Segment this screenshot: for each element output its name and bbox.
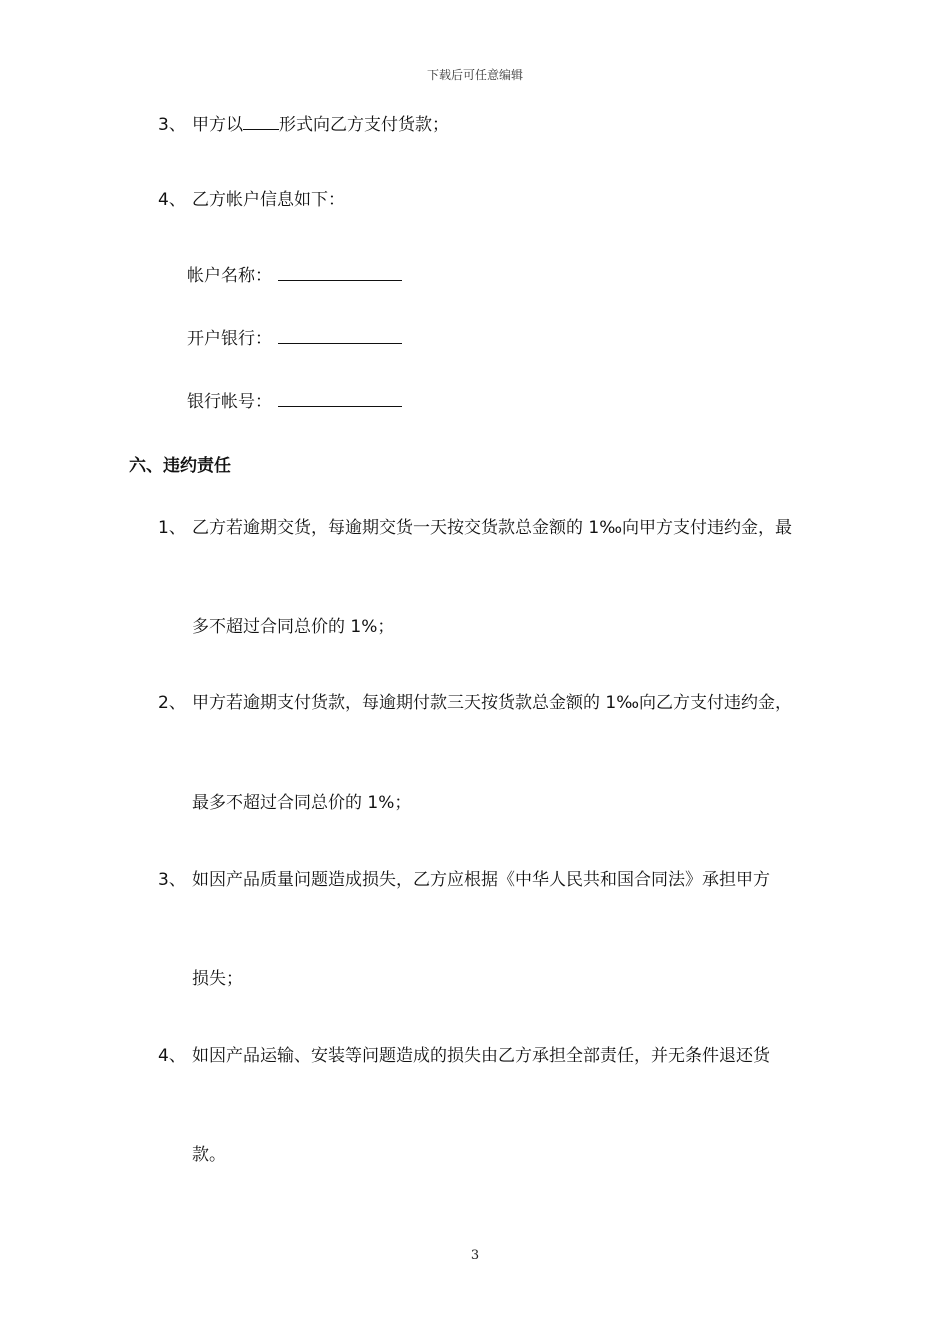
breach-item-3-line-2: 损失； [192,969,243,989]
item-number: 3、 [158,870,186,890]
account-number-label: 银行帐号： [187,392,272,412]
item-text-before: 甲方以 [192,115,243,135]
payment-item-3 [158,114,449,136]
breach-item-3-line-1 [158,869,770,891]
breach-item-2-line-1 [158,692,792,714]
item-text: 乙方帐户信息如下： [192,190,345,210]
item-text-after: 形式向乙方支付货款； [279,115,449,135]
item-number: 3、 [158,115,186,135]
breach-item-4-line-1 [158,1045,770,1067]
account-number-row [187,391,402,413]
item-text: 如因产品质量问题造成损失，乙方应根据《中华人民共和国合同法》承担甲方 [192,870,770,890]
item-number: 4、 [158,190,186,210]
breach-item-1-line-1 [158,517,792,539]
item-text: 如因产品运输、安装等问题造成的损失由乙方承担全部责任，并无条件退还货 [192,1046,770,1066]
account-number-blank[interactable] [278,391,402,407]
bank-name-blank[interactable] [278,328,402,344]
bank-name-label: 开户银行： [187,329,272,349]
bank-name-row [187,328,402,350]
payment-item-4 [158,189,345,211]
account-name-row [187,265,402,287]
item-text: 乙方若逾期交货，每逾期交货一天按交货款总金额的 1‰向甲方支付违约金，最 [192,518,793,538]
account-name-blank[interactable] [278,265,402,281]
breach-item-4-line-2: 款。 [192,1145,226,1165]
item-number: 2、 [158,693,186,713]
page-number: 3 [470,1248,480,1263]
item-number: 1、 [158,518,186,538]
section-6-heading: 六、违约责任 [129,456,231,476]
header-note: 下载后可任意编辑 [426,68,523,82]
breach-item-1-line-2: 多不超过合同总价的 1%； [192,617,395,637]
payment-form-blank[interactable] [243,115,279,130]
breach-item-2-line-2: 最多不超过合同总价的 1%； [192,793,412,813]
account-name-label: 帐户名称： [187,266,272,286]
item-number: 4、 [158,1046,186,1066]
item-text: 甲方若逾期支付货款，每逾期付款三天按货款总金额的 1‰向乙方支付违约金， [192,693,793,713]
